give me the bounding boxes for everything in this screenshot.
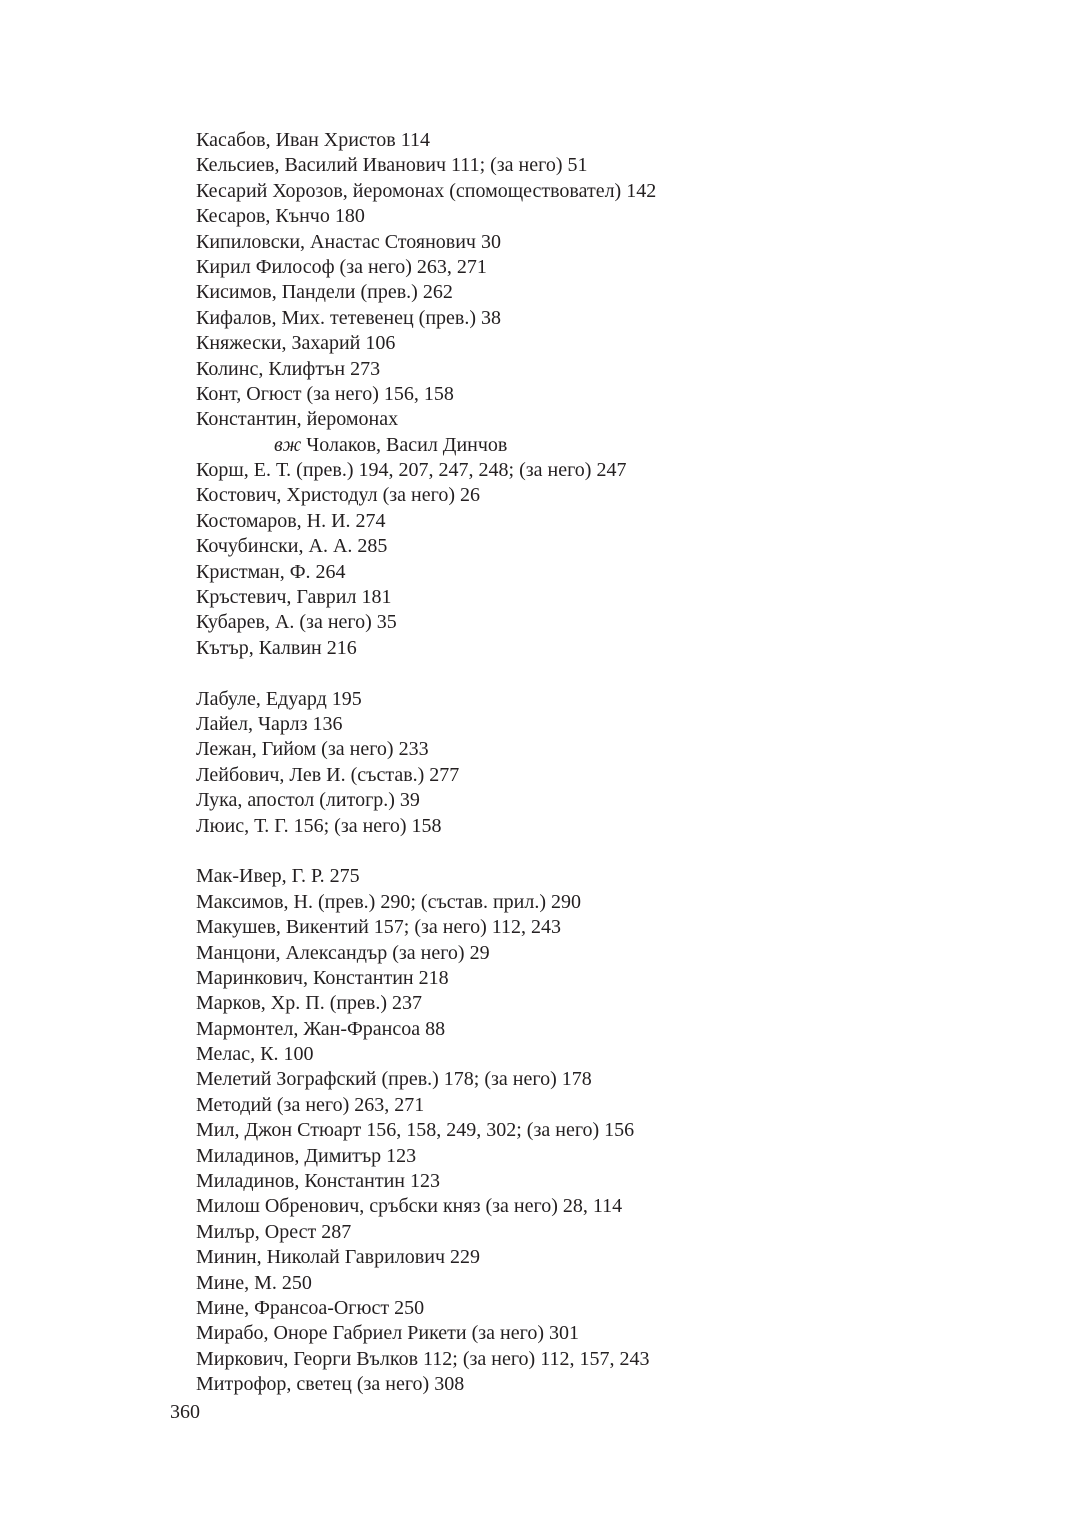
index-entry: Миладинов, Димитър 123 xyxy=(196,1144,417,1167)
index-entry: Лейбович, Лев И. (състав.) 277 xyxy=(196,763,460,786)
index-entry: Миладинов, Константин 123 xyxy=(196,1170,441,1193)
index-entry: Люис, Т. Г. 156; (за него) 158 xyxy=(196,814,442,837)
cross-reference-marker: вж xyxy=(274,433,302,456)
index-entry: Кръстевич, Гаврил 181 xyxy=(196,586,392,609)
index-group xyxy=(196,128,1036,661)
index-cross-reference xyxy=(196,433,1036,458)
index-entry: Маринкович, Константин 218 xyxy=(196,966,449,989)
index-entry: Милър, Орест 287 xyxy=(196,1220,352,1243)
index-entry: Костомаров, Н. И. 274 xyxy=(196,509,386,532)
index-group xyxy=(196,864,1036,1397)
index-entry: Костович, Христодул (за него) 26 xyxy=(196,484,480,507)
index-entry: Мак-Ивер, Г. Р. 275 xyxy=(196,865,360,888)
index-entry: Лабуле, Едуард 195 xyxy=(196,687,362,710)
index-entry: Милош Обренович, сръбски княз (за него) 28, 114 xyxy=(196,1195,623,1218)
page-number: 360 xyxy=(170,1401,200,1423)
index-entry: Митрофор, светец (за него) 308 xyxy=(196,1373,465,1396)
index-entry: Максимов, Н. (прев.) 290; (състав. прил.) 290 xyxy=(196,890,582,913)
index-entry: Касабов, Иван Христов 114 xyxy=(196,129,430,151)
index-entry: Миркович, Георги Вълков 112; (за него) 112, 157, 243 xyxy=(196,1347,650,1370)
index-entry: Марков, Хр. П. (прев.) 237 xyxy=(196,992,423,1015)
index-entry: Мине, Франсоа-Огюст 250 xyxy=(196,1296,425,1319)
index-entry: Мелетий Зографский (прев.) 178; (за него) 178 xyxy=(196,1068,592,1091)
index-entry: Кисимов, Пандели (прев.) 262 xyxy=(196,281,453,304)
index-entry: Кубарев, А. (за него) 35 xyxy=(196,611,397,634)
index-entry: Минин, Николай Гаврилович 229 xyxy=(196,1246,481,1269)
index-entry: Кристман, Ф. 264 xyxy=(196,560,346,583)
cross-reference-target: Чолаков, Васил Динчов xyxy=(306,433,508,456)
index-entry: Кесарий Хорозов, йеромонах (спомоществовател) 142 xyxy=(196,179,657,202)
index-entry: Кифалов, Мих. тетевенец (прев.) 38 xyxy=(196,306,502,329)
index-entry: Колинс, Клифтън 273 xyxy=(196,357,381,380)
index-entry: Кътър, Калвин 216 xyxy=(196,636,357,659)
index-entry: Лежан, Гийом (за него) 233 xyxy=(196,738,429,761)
index-entry: Мине, М. 250 xyxy=(196,1271,312,1294)
index-entry: Кесаров, Кънчо 180 xyxy=(196,205,365,228)
index-entry: Мармонтел, Жан-Франсоа 88 xyxy=(196,1017,446,1040)
index-list xyxy=(196,128,1036,1398)
index-entry: Кельсиев, Василий Иванович 111; (за него) 51 xyxy=(196,154,588,177)
index-entry: Мил, Джон Стюарт 156, 158, 249, 302; (за него) 156 xyxy=(196,1119,635,1142)
index-entry: Кипиловски, Анастас Стоянович 30 xyxy=(196,230,501,253)
index-entry: Корш, Е. Т. (прев.) 194, 207, 247, 248; (за него) 247 xyxy=(196,459,627,482)
index-entry: Константин, йеромонах xyxy=(196,408,399,431)
index-entry: Макушев, Викентий 157; (за него) 112, 243 xyxy=(196,916,561,939)
index-entry: Мирабо, Оноре Габриел Рикети (за него) 301 xyxy=(196,1322,579,1345)
index-entry: Лайел, Чарлз 136 xyxy=(196,712,343,735)
index-entry: Княжески, Захарий 106 xyxy=(196,332,396,355)
index-entry: Кирил Философ (за него) 263, 271 xyxy=(196,255,487,278)
index-entry: Лука, апостол (литогр.) 39 xyxy=(196,789,420,812)
index-entry: Манцони, Александър (за него) 29 xyxy=(196,941,490,964)
index-entry: Мелас, К. 100 xyxy=(196,1043,314,1066)
index-entry: Конт, Огюст (за него) 156, 158 xyxy=(196,382,454,405)
index-entry: Методий (за него) 263, 271 xyxy=(196,1093,425,1116)
index-entry: Кочубински, А. А. 285 xyxy=(196,535,388,558)
index-group xyxy=(196,687,1036,839)
